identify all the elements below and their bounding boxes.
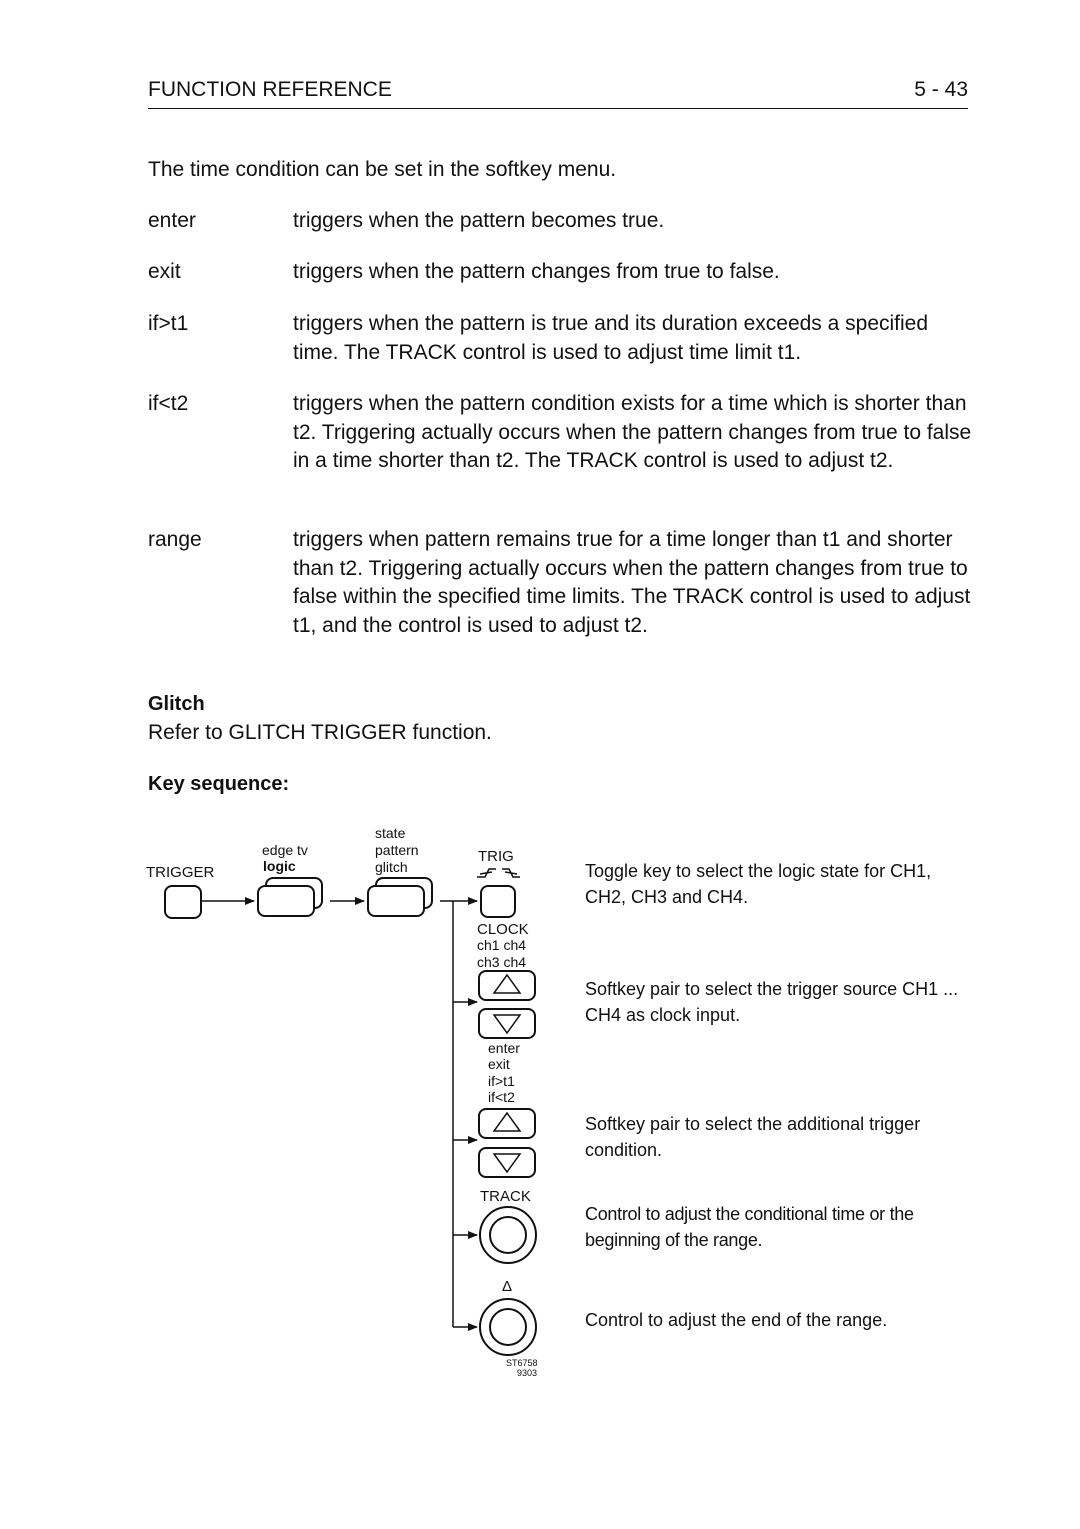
pattern-softkey[interactable] — [368, 886, 424, 916]
term-exit: exit — [148, 260, 181, 283]
desc-if-lt-t2: triggers when the pattern condition exists for a time which is shorter than t2. Triggering actually occurs when the pattern changes from true to false in a time shorter than t2. The TRACK control is used to adjust t2. — [293, 392, 972, 472]
condition-option: enter — [488, 1040, 520, 1056]
figure-code: ST6758 — [506, 1358, 538, 1368]
note-trigger-condition: Softkey pair to select the additional trigger condition. — [585, 1114, 921, 1160]
term-if-gt-t1: if>t1 — [148, 312, 189, 335]
term-range: range — [148, 528, 202, 551]
menu2-option-pattern: pattern — [375, 842, 419, 858]
intro-text: The time condition can be set in the softkey menu. — [148, 158, 617, 181]
clock-option: ch3 ch4 — [477, 954, 527, 970]
condition-option: if<t2 — [488, 1089, 515, 1105]
trigger-label: TRIGGER — [146, 864, 215, 881]
desc-range: triggers when pattern remains true for a time longer than t1 and shorter than t2. Triggering actually occurs when the pattern changes from true to false within the specified time limits. The TRACK control is used to adjust t1, and the control is used to adjust t2. — [293, 528, 971, 637]
note-clock-source: Softkey pair to select the trigger source CH1 ... CH4 as clock input. — [585, 979, 959, 1025]
key-sequence-heading: Key sequence: — [148, 773, 290, 795]
edge-slope-icon — [477, 869, 520, 877]
term-if-lt-t2: if<t2 — [148, 392, 189, 415]
glitch-text: Refer to GLITCH TRIGGER function. — [148, 721, 492, 744]
term-enter: enter — [148, 209, 196, 232]
page-number: 5 - 43 — [914, 78, 968, 101]
trig-key[interactable] — [481, 886, 515, 917]
track-label: TRACK — [480, 1188, 531, 1205]
menu2-option-glitch: glitch — [375, 859, 408, 875]
menu1-option-logic: logic — [263, 858, 296, 874]
delta-label: Δ — [502, 1278, 513, 1295]
clock-label: CLOCK — [477, 921, 529, 938]
note-track-control: Control to adjust the conditional time or the beginning of the range. — [585, 1204, 914, 1250]
section-title: FUNCTION REFERENCE — [148, 78, 392, 101]
logic-softkey[interactable] — [258, 886, 314, 916]
menu2-option-state: state — [375, 825, 406, 841]
condition-option: if>t1 — [488, 1073, 515, 1089]
trig-label: TRIG — [478, 848, 514, 865]
menu1-option-edge-tv: edge tv — [262, 842, 308, 858]
note-delta-control: Control to adjust the end of the range. — [585, 1310, 888, 1330]
trigger-key[interactable] — [165, 886, 201, 918]
desc-exit: triggers when the pattern changes from true to false. — [293, 260, 780, 283]
condition-option: exit — [488, 1056, 510, 1072]
track-knob[interactable] — [480, 1207, 536, 1263]
figure-code: 9303 — [517, 1368, 538, 1378]
desc-if-gt-t1: triggers when the pattern is true and its duration exceeds a specified time. The TRACK control is used to adjust time limit t1. — [293, 312, 929, 364]
delta-knob[interactable] — [480, 1299, 536, 1355]
clock-option: ch1 ch4 — [477, 937, 527, 953]
desc-enter: triggers when the pattern becomes true. — [293, 209, 665, 232]
note-logic-toggle: Toggle key to select the logic state for CH1, CH2, CH3 and CH4. — [585, 861, 932, 907]
glitch-heading: Glitch — [148, 693, 205, 715]
